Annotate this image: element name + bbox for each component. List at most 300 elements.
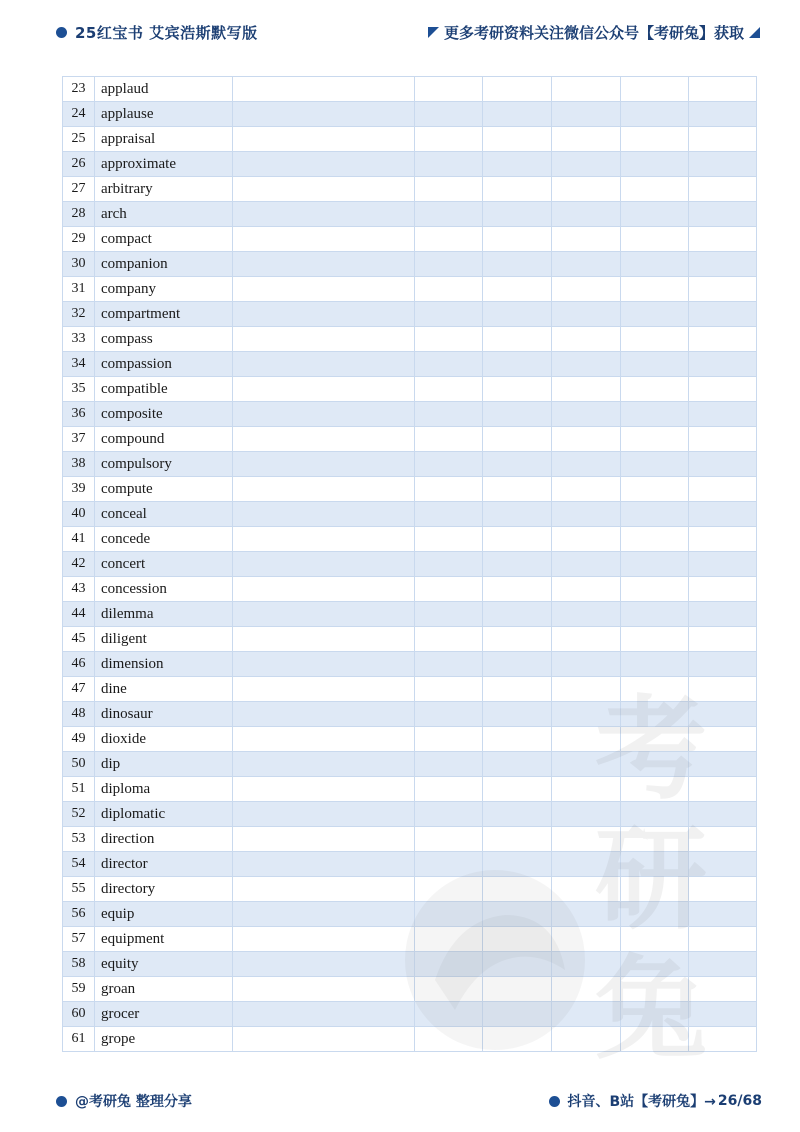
blank-cell (415, 1002, 483, 1027)
table-row (63, 902, 757, 927)
blank-cell (689, 702, 757, 727)
blank-cell (483, 252, 552, 277)
vocabulary-word: dinosaur (95, 702, 233, 727)
blank-cell (689, 252, 757, 277)
blank-cell (552, 327, 621, 352)
table-row (63, 177, 757, 202)
vocabulary-word: grocer (95, 1002, 233, 1027)
blank-cell (621, 952, 689, 977)
blank-cell (552, 927, 621, 952)
blank-cell (483, 402, 552, 427)
table-row (63, 777, 757, 802)
vocabulary-word: dioxide (95, 727, 233, 752)
table-row (63, 102, 757, 127)
blank-cell (415, 902, 483, 927)
blank-cell (233, 977, 415, 1002)
blank-cell (552, 252, 621, 277)
blank-cell (552, 952, 621, 977)
blank-cell (415, 752, 483, 777)
blank-cell (621, 327, 689, 352)
row-number: 29 (63, 227, 95, 252)
table-row (63, 127, 757, 152)
blank-cell (689, 352, 757, 377)
blank-cell (233, 752, 415, 777)
blank-cell (689, 952, 757, 977)
blank-cell (483, 327, 552, 352)
blank-cell (621, 677, 689, 702)
blank-cell (233, 902, 415, 927)
blank-cell (483, 502, 552, 527)
table-row (63, 977, 757, 1002)
blank-cell (689, 852, 757, 877)
vocabulary-word: compulsory (95, 452, 233, 477)
blank-cell (552, 502, 621, 527)
table-row (63, 327, 757, 352)
blank-cell (552, 427, 621, 452)
blank-cell (415, 527, 483, 552)
blank-cell (483, 827, 552, 852)
table-row (63, 402, 757, 427)
blank-cell (552, 652, 621, 677)
page-number: 26/68 (717, 1093, 762, 1109)
page-current: 26 (717, 1093, 738, 1109)
bullet-dot-icon (56, 1096, 67, 1107)
blank-cell (233, 352, 415, 377)
footer-right (549, 1091, 763, 1111)
blank-cell (233, 802, 415, 827)
row-number: 30 (63, 252, 95, 277)
blank-cell (552, 902, 621, 927)
blank-cell (483, 177, 552, 202)
blank-cell (621, 302, 689, 327)
vocabulary-word: diploma (95, 777, 233, 802)
vocabulary-word: composite (95, 402, 233, 427)
blank-cell (483, 927, 552, 952)
blank-cell (552, 802, 621, 827)
vocabulary-word: applaud (95, 77, 233, 102)
vocabulary-word: dine (95, 677, 233, 702)
blank-cell (233, 402, 415, 427)
blank-cell (415, 677, 483, 702)
blank-cell (483, 477, 552, 502)
blank-cell (689, 602, 757, 627)
vocabulary-word: diplomatic (95, 802, 233, 827)
table-row (63, 677, 757, 702)
blank-cell (233, 227, 415, 252)
table-row (63, 652, 757, 677)
blank-cell (689, 727, 757, 752)
row-number: 50 (63, 752, 95, 777)
blank-cell (689, 577, 757, 602)
blank-cell (233, 252, 415, 277)
vocabulary-word: compartment (95, 302, 233, 327)
blank-cell (552, 127, 621, 152)
row-number: 35 (63, 377, 95, 402)
blank-cell (233, 777, 415, 802)
blank-cell (552, 727, 621, 752)
social-text: 抖音、B站【考研兔】→ (567, 1094, 716, 1110)
blank-cell (689, 402, 757, 427)
blank-cell (552, 152, 621, 177)
blank-cell (483, 452, 552, 477)
row-number: 55 (63, 877, 95, 902)
blank-cell (415, 1027, 483, 1052)
blank-cell (233, 452, 415, 477)
blank-cell (483, 977, 552, 1002)
blank-cell (689, 427, 757, 452)
row-number: 40 (63, 502, 95, 527)
blank-cell (415, 827, 483, 852)
triangle-corner-icon (428, 27, 439, 38)
blank-cell (552, 852, 621, 877)
blank-cell (689, 277, 757, 302)
page-total: 68 (742, 1093, 762, 1109)
bullet-dot-icon (549, 1096, 560, 1107)
blank-cell (552, 677, 621, 702)
blank-cell (621, 252, 689, 277)
blank-cell (621, 77, 689, 102)
vocabulary-word: compassion (95, 352, 233, 377)
triangle-corner-icon (749, 27, 760, 38)
vocabulary-word: equity (95, 952, 233, 977)
blank-cell (483, 802, 552, 827)
blank-cell (233, 477, 415, 502)
row-number: 53 (63, 827, 95, 852)
vocabulary-word: compute (95, 477, 233, 502)
blank-cell (233, 627, 415, 652)
table-row (63, 727, 757, 752)
table-row (63, 927, 757, 952)
blank-cell (552, 477, 621, 502)
blank-cell (552, 702, 621, 727)
blank-cell (483, 302, 552, 327)
blank-cell (233, 177, 415, 202)
blank-cell (552, 77, 621, 102)
blank-cell (415, 927, 483, 952)
blank-cell (689, 302, 757, 327)
vocabulary-word: equip (95, 902, 233, 927)
row-number: 45 (63, 627, 95, 652)
table-row (63, 827, 757, 852)
vocabulary-word: arbitrary (95, 177, 233, 202)
blank-cell (552, 452, 621, 477)
table-row (63, 702, 757, 727)
blank-cell (483, 202, 552, 227)
row-number: 24 (63, 102, 95, 127)
blank-cell (233, 277, 415, 302)
blank-cell (483, 77, 552, 102)
blank-cell (233, 702, 415, 727)
blank-cell (552, 402, 621, 427)
blank-cell (233, 827, 415, 852)
blank-cell (483, 752, 552, 777)
table-row (63, 552, 757, 577)
row-number: 41 (63, 527, 95, 552)
blank-cell (483, 227, 552, 252)
row-number: 48 (63, 702, 95, 727)
table-row (63, 152, 757, 177)
blank-cell (689, 627, 757, 652)
row-number: 34 (63, 352, 95, 377)
blank-cell (233, 377, 415, 402)
blank-cell (483, 877, 552, 902)
blank-cell (415, 302, 483, 327)
blank-cell (689, 202, 757, 227)
blank-cell (689, 927, 757, 952)
row-number: 32 (63, 302, 95, 327)
blank-cell (621, 702, 689, 727)
blank-cell (415, 152, 483, 177)
blank-cell (621, 227, 689, 252)
blank-cell (233, 652, 415, 677)
vocabulary-table-body (63, 77, 757, 1052)
blank-cell (415, 252, 483, 277)
blank-cell (689, 877, 757, 902)
blank-cell (552, 177, 621, 202)
row-number: 43 (63, 577, 95, 602)
row-number: 25 (63, 127, 95, 152)
blank-cell (689, 152, 757, 177)
row-number: 47 (63, 677, 95, 702)
blank-cell (689, 377, 757, 402)
blank-cell (621, 452, 689, 477)
vocabulary-word: compatible (95, 377, 233, 402)
blank-cell (621, 1027, 689, 1052)
table-row (63, 302, 757, 327)
blank-cell (415, 652, 483, 677)
blank-cell (415, 727, 483, 752)
vocabulary-table (62, 76, 757, 1052)
blank-cell (689, 977, 757, 1002)
blank-cell (233, 327, 415, 352)
blank-cell (552, 752, 621, 777)
blank-cell (483, 427, 552, 452)
blank-cell (415, 777, 483, 802)
blank-cell (689, 477, 757, 502)
vocabulary-word: appraisal (95, 127, 233, 152)
blank-cell (621, 102, 689, 127)
blank-cell (621, 402, 689, 427)
blank-cell (415, 852, 483, 877)
vocabulary-word: directory (95, 877, 233, 902)
blank-cell (689, 902, 757, 927)
blank-cell (415, 877, 483, 902)
table-row (63, 377, 757, 402)
book-title: 25红宝书 艾宾浩斯默写版 (75, 24, 258, 42)
blank-cell (415, 377, 483, 402)
blank-cell (415, 77, 483, 102)
blank-cell (233, 127, 415, 152)
row-number: 46 (63, 652, 95, 677)
blank-cell (621, 202, 689, 227)
table-row (63, 1002, 757, 1027)
blank-cell (415, 352, 483, 377)
blank-cell (415, 127, 483, 152)
blank-cell (415, 977, 483, 1002)
blank-cell (689, 752, 757, 777)
blank-cell (621, 752, 689, 777)
blank-cell (621, 852, 689, 877)
blank-cell (689, 802, 757, 827)
blank-cell (233, 1002, 415, 1027)
blank-cell (233, 577, 415, 602)
blank-cell (552, 352, 621, 377)
row-number: 36 (63, 402, 95, 427)
blank-cell (621, 802, 689, 827)
blank-cell (689, 527, 757, 552)
vocabulary-word: grope (95, 1027, 233, 1052)
vocabulary-word: arch (95, 202, 233, 227)
blank-cell (689, 127, 757, 152)
blank-cell (483, 727, 552, 752)
blank-cell (483, 952, 552, 977)
table-row (63, 427, 757, 452)
table-row (63, 752, 757, 777)
blank-cell (621, 652, 689, 677)
blank-cell (415, 952, 483, 977)
blank-cell (233, 202, 415, 227)
blank-cell (415, 602, 483, 627)
blank-cell (689, 1002, 757, 1027)
blank-cell (689, 227, 757, 252)
blank-cell (621, 1002, 689, 1027)
row-number: 42 (63, 552, 95, 577)
vocabulary-word: compound (95, 427, 233, 452)
row-number: 54 (63, 852, 95, 877)
blank-cell (483, 352, 552, 377)
blank-cell (233, 527, 415, 552)
blank-cell (621, 427, 689, 452)
blank-cell (483, 552, 552, 577)
blank-cell (621, 777, 689, 802)
blank-cell (233, 927, 415, 952)
vocabulary-word: compact (95, 227, 233, 252)
row-number: 38 (63, 452, 95, 477)
header-left (56, 22, 258, 43)
blank-cell (621, 602, 689, 627)
table-row (63, 202, 757, 227)
blank-cell (483, 652, 552, 677)
blank-cell (483, 902, 552, 927)
vocabulary-word: diligent (95, 627, 233, 652)
row-number: 33 (63, 327, 95, 352)
blank-cell (552, 277, 621, 302)
blank-cell (233, 102, 415, 127)
blank-cell (233, 427, 415, 452)
blank-cell (415, 552, 483, 577)
table-row (63, 277, 757, 302)
blank-cell (552, 302, 621, 327)
table-row (63, 477, 757, 502)
vocabulary-word: companion (95, 252, 233, 277)
blank-cell (552, 227, 621, 252)
blank-cell (415, 702, 483, 727)
blank-cell (689, 177, 757, 202)
blank-cell (689, 652, 757, 677)
vocabulary-word: dip (95, 752, 233, 777)
blank-cell (233, 952, 415, 977)
blank-cell (552, 777, 621, 802)
blank-cell (689, 77, 757, 102)
table-row (63, 527, 757, 552)
row-number: 52 (63, 802, 95, 827)
blank-cell (233, 877, 415, 902)
vocabulary-word: equipment (95, 927, 233, 952)
row-number: 58 (63, 952, 95, 977)
row-number: 39 (63, 477, 95, 502)
blank-cell (415, 427, 483, 452)
row-number: 49 (63, 727, 95, 752)
table-row (63, 1027, 757, 1052)
blank-cell (621, 977, 689, 1002)
blank-cell (233, 852, 415, 877)
blank-cell (233, 552, 415, 577)
blank-cell (483, 852, 552, 877)
blank-cell (621, 352, 689, 377)
blank-cell (621, 527, 689, 552)
blank-cell (689, 452, 757, 477)
blank-cell (415, 627, 483, 652)
table-row (63, 252, 757, 277)
blank-cell (552, 377, 621, 402)
row-number: 23 (63, 77, 95, 102)
table-row (63, 77, 757, 102)
blank-cell (552, 527, 621, 552)
blank-cell (621, 277, 689, 302)
table-row (63, 227, 757, 252)
blank-cell (621, 577, 689, 602)
blank-cell (621, 552, 689, 577)
row-number: 27 (63, 177, 95, 202)
blank-cell (483, 527, 552, 552)
row-number: 60 (63, 1002, 95, 1027)
row-number: 31 (63, 277, 95, 302)
footer-left (56, 1091, 192, 1111)
row-number: 56 (63, 902, 95, 927)
blank-cell (552, 977, 621, 1002)
vocabulary-word: company (95, 277, 233, 302)
blank-cell (233, 502, 415, 527)
vocabulary-word: approximate (95, 152, 233, 177)
table-row (63, 352, 757, 377)
header-right (428, 22, 760, 43)
blank-cell (689, 677, 757, 702)
blank-cell (415, 502, 483, 527)
blank-cell (552, 1027, 621, 1052)
row-number: 51 (63, 777, 95, 802)
blank-cell (415, 202, 483, 227)
blank-cell (233, 677, 415, 702)
blank-cell (621, 727, 689, 752)
blank-cell (233, 152, 415, 177)
table-row (63, 602, 757, 627)
vocabulary-word: groan (95, 977, 233, 1002)
blank-cell (233, 602, 415, 627)
blank-cell (483, 127, 552, 152)
row-number: 57 (63, 927, 95, 952)
blank-cell (689, 102, 757, 127)
blank-cell (689, 777, 757, 802)
blank-cell (233, 1027, 415, 1052)
blank-cell (689, 502, 757, 527)
table-row (63, 802, 757, 827)
blank-cell (233, 727, 415, 752)
blank-cell (483, 677, 552, 702)
vocabulary-word: dimension (95, 652, 233, 677)
table-row (63, 577, 757, 602)
blank-cell (621, 152, 689, 177)
blank-cell (415, 177, 483, 202)
